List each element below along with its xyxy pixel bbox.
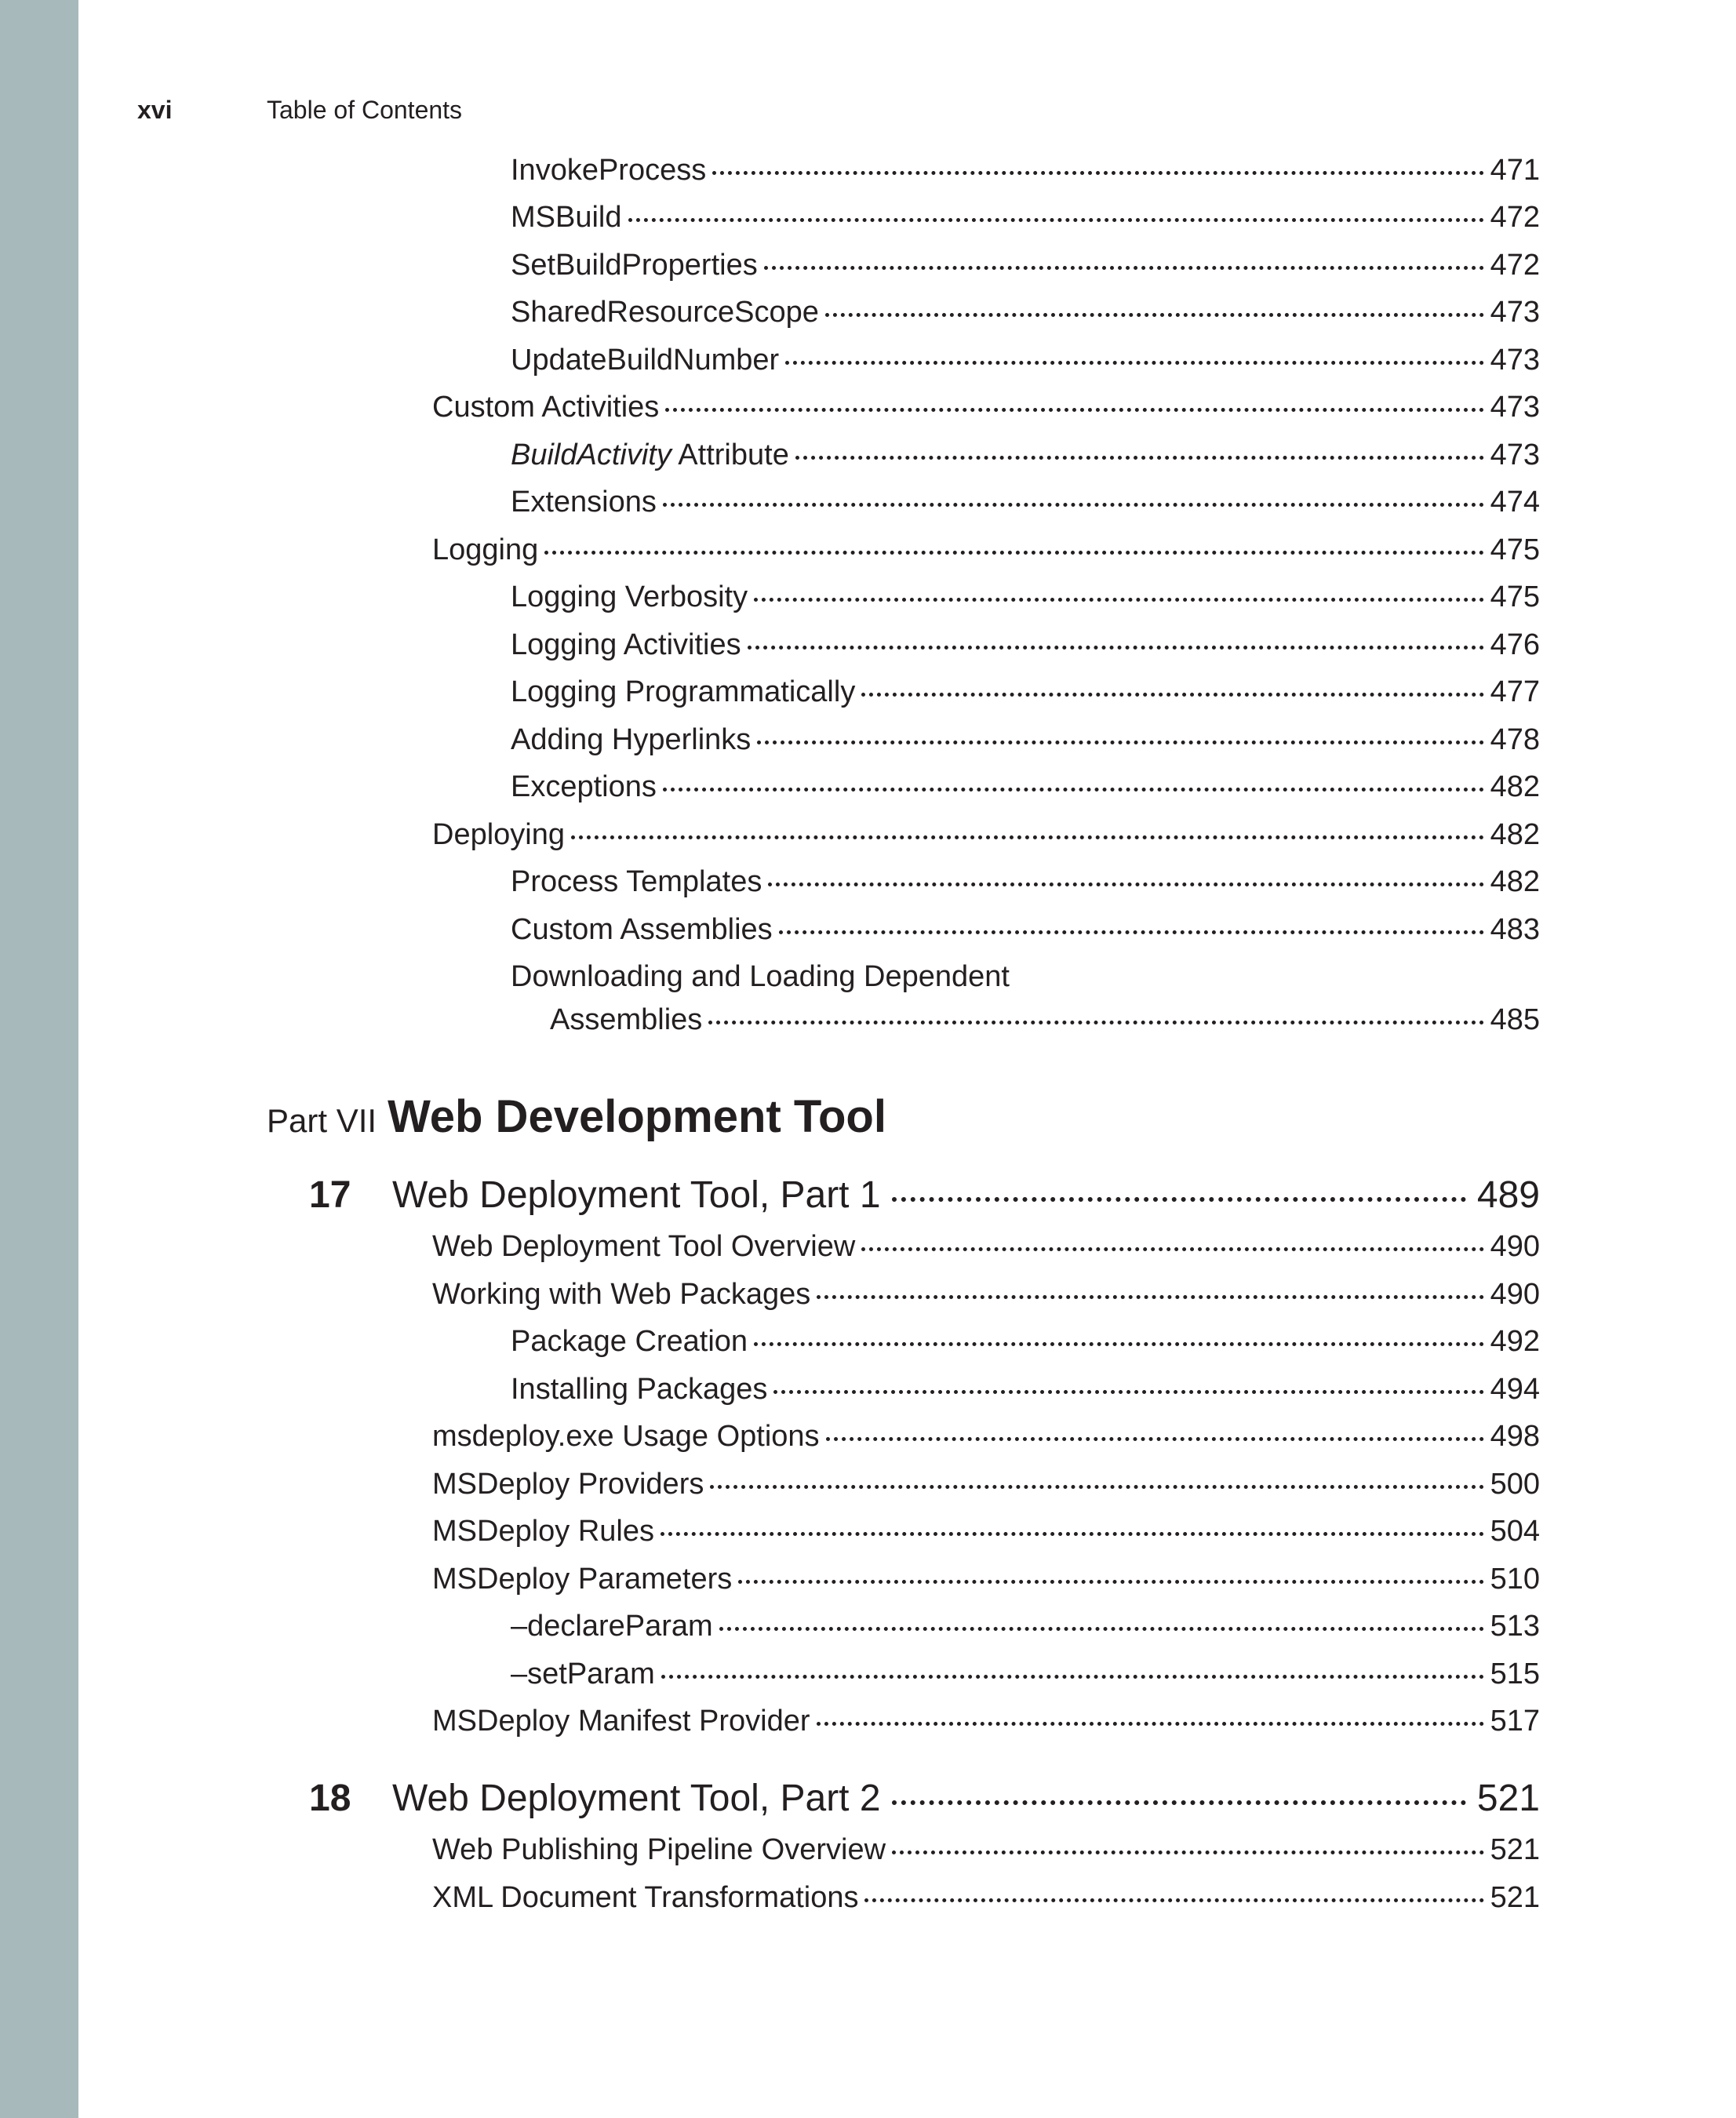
toc-page-number: 472 xyxy=(1490,201,1540,234)
dot-leader xyxy=(768,883,1483,886)
toc-entry-label: –declareParam xyxy=(511,1610,713,1643)
dot-leader xyxy=(663,503,1484,507)
dot-leader xyxy=(826,1437,1484,1441)
toc-entry[interactable] xyxy=(511,626,1540,664)
toc-page-number: 473 xyxy=(1490,296,1540,329)
dot-leader xyxy=(864,1898,1483,1902)
toc-page-number: 521 xyxy=(1490,1833,1540,1866)
dot-leader xyxy=(710,1485,1483,1489)
toc-entry-label: MSDeploy Rules xyxy=(432,1515,654,1548)
side-color-bar xyxy=(0,0,78,2118)
toc-entry-label: MSDeploy Manifest Provider xyxy=(432,1705,810,1738)
toc-entry-label: Installing Packages xyxy=(511,1373,768,1406)
toc-page-number: 490 xyxy=(1490,1278,1540,1311)
toc-page-number: 521 xyxy=(1490,1881,1540,1914)
toc-entry[interactable] xyxy=(511,673,1540,711)
toc-entry-label-rest: Attribute xyxy=(671,439,789,471)
toc-entry-label: Adding Hyperlinks xyxy=(511,723,752,756)
toc-page-number: 471 xyxy=(1490,154,1540,187)
toc-entry[interactable] xyxy=(432,531,1540,569)
toc-entry-label: Logging Activities xyxy=(511,628,741,661)
dot-leader xyxy=(719,1627,1484,1631)
toc-entry-label: SharedResourceScope xyxy=(511,296,819,329)
toc-entry-label: SetBuildProperties xyxy=(511,249,758,282)
toc-entry-label: Web Deployment Tool Overview xyxy=(432,1230,856,1263)
toc-page-number: 494 xyxy=(1490,1373,1540,1406)
toc-entry-label: Process Templates xyxy=(511,865,762,898)
dot-leader xyxy=(748,646,1484,650)
toc-entry-label: MSDeploy Parameters xyxy=(432,1563,733,1596)
chapter-title: Web Deployment Tool, Part 1 xyxy=(392,1174,881,1216)
dot-leader xyxy=(757,741,1483,744)
toc-entry[interactable] xyxy=(511,341,1540,379)
toc-page-number: 475 xyxy=(1490,580,1540,613)
toc-page-number: 500 xyxy=(1490,1468,1540,1501)
dot-leader xyxy=(661,1675,1484,1679)
toc-entry-label: InvokeProcess xyxy=(511,154,707,187)
dot-leader xyxy=(663,788,1484,792)
toc-entry[interactable] xyxy=(432,1228,1540,1265)
toc-page-number: 483 xyxy=(1490,913,1540,946)
toc-page-number: 490 xyxy=(1490,1230,1540,1263)
toc-entry-label-line1[interactable]: Downloading and Loading Dependent xyxy=(511,960,1010,993)
dot-leader xyxy=(738,1580,1483,1584)
dot-leader xyxy=(712,171,1483,175)
toc-entry-label: Deploying xyxy=(432,818,565,851)
dot-leader xyxy=(544,551,1483,555)
toc-page-number: 473 xyxy=(1490,439,1540,471)
toc-page-number: 482 xyxy=(1490,865,1540,898)
dot-leader xyxy=(817,1722,1484,1726)
toc-page-number: 517 xyxy=(1490,1705,1540,1738)
toc-entry-label: UpdateBuildNumber xyxy=(511,344,780,377)
toc-entry[interactable] xyxy=(511,721,1540,759)
toc-entry[interactable] xyxy=(432,1879,1540,1916)
dot-leader xyxy=(773,1390,1483,1394)
toc-entry-label: Web Publishing Pipeline Overview xyxy=(432,1833,886,1866)
toc-page-number: 482 xyxy=(1490,770,1540,803)
chapter-page-number: 489 xyxy=(1476,1174,1540,1216)
toc-page-number: 482 xyxy=(1490,818,1540,851)
toc-page-number: 474 xyxy=(1490,486,1540,519)
dot-leader xyxy=(892,1197,1466,1202)
toc-entry[interactable] xyxy=(511,1607,1540,1645)
toc-entry[interactable] xyxy=(511,768,1540,806)
part-title: Web Development Tool xyxy=(388,1091,886,1142)
toc-page-number: 504 xyxy=(1490,1515,1540,1548)
toc-entry-label: msdeploy.exe Usage Options xyxy=(432,1420,820,1453)
toc-entry[interactable] xyxy=(550,1001,1540,1039)
chapter-page-number: 521 xyxy=(1476,1778,1540,1819)
toc-entry[interactable] xyxy=(511,911,1540,948)
toc-entry-label: MSDeploy Providers xyxy=(432,1468,704,1501)
toc-entry[interactable] xyxy=(511,151,1540,189)
toc-entry[interactable] xyxy=(511,1655,1540,1693)
dot-leader xyxy=(892,1800,1466,1805)
toc-page-number: 472 xyxy=(1490,249,1540,282)
toc-entry[interactable] xyxy=(511,436,1540,474)
toc-entry-label: Logging xyxy=(432,533,539,566)
toc-entry-label: XML Document Transformations xyxy=(432,1881,859,1914)
toc-page-number: 485 xyxy=(1490,1003,1540,1036)
toc-entry-label: MSBuild xyxy=(511,201,622,234)
toc-page-number: 515 xyxy=(1490,1658,1540,1690)
toc-page-number: 513 xyxy=(1490,1610,1540,1643)
toc-page-number: 473 xyxy=(1490,391,1540,424)
toc-page-number: 475 xyxy=(1490,533,1540,566)
dot-leader xyxy=(825,313,1484,317)
toc-entry[interactable] xyxy=(511,246,1540,284)
dot-leader xyxy=(764,266,1484,270)
dot-leader xyxy=(628,218,1484,222)
dot-leader xyxy=(661,1532,1484,1536)
dot-leader xyxy=(754,1342,1484,1346)
dot-leader xyxy=(754,598,1483,602)
chapter-title: Web Deployment Tool, Part 2 xyxy=(392,1778,881,1819)
toc-entry-label: Exceptions xyxy=(511,770,657,803)
toc-entry[interactable] xyxy=(511,1323,1540,1360)
toc-entry-label: Extensions xyxy=(511,486,657,519)
toc-page-number: 473 xyxy=(1490,344,1540,377)
chapter-entry[interactable] xyxy=(309,1774,1540,1823)
toc-entry-label: Working with Web Packages xyxy=(432,1278,811,1311)
toc-page-number: 498 xyxy=(1490,1420,1540,1453)
toc-entry-label: Logging Verbosity xyxy=(511,580,748,613)
toc-entry[interactable] xyxy=(432,1276,1540,1313)
toc-entry[interactable] xyxy=(511,293,1540,331)
toc-entry[interactable] xyxy=(432,1831,1540,1869)
toc-entry[interactable] xyxy=(511,1370,1540,1408)
toc-entry-label-line2: Assemblies xyxy=(550,1003,703,1036)
dot-leader xyxy=(571,835,1484,839)
toc-page-number: 492 xyxy=(1490,1325,1540,1358)
part-label: Part VII xyxy=(267,1102,377,1139)
toc-page-number: 478 xyxy=(1490,723,1540,756)
dot-leader xyxy=(795,456,1484,460)
toc-entry[interactable] xyxy=(432,388,1540,426)
toc-entry[interactable] xyxy=(511,198,1540,236)
toc-entry-label: –setParam xyxy=(511,1658,655,1690)
toc-entry-label-italic: BuildActivity xyxy=(511,439,671,471)
toc-entry[interactable] xyxy=(511,578,1540,616)
running-header-title: Table of Contents xyxy=(267,95,463,124)
dot-leader xyxy=(785,361,1483,365)
toc-entry-label: Package Creation xyxy=(511,1325,748,1358)
dot-leader xyxy=(708,1021,1483,1024)
toc-entry[interactable] xyxy=(432,1702,1540,1740)
toc-entry-label: Logging Programmatically xyxy=(511,675,856,708)
toc-page-number: 510 xyxy=(1490,1563,1540,1596)
dot-leader xyxy=(861,693,1483,697)
toc-entry[interactable] xyxy=(432,1512,1540,1550)
toc-entry[interactable] xyxy=(432,1465,1540,1503)
page-number: xvi xyxy=(137,95,173,124)
dot-leader xyxy=(779,930,1484,934)
chapter-number: 17 xyxy=(309,1174,351,1216)
toc-entry[interactable] xyxy=(432,1417,1540,1455)
dot-leader xyxy=(892,1851,1484,1854)
toc-entry-label: Custom Assemblies xyxy=(511,913,773,946)
toc-entry[interactable] xyxy=(511,863,1540,901)
dot-leader xyxy=(817,1295,1483,1299)
dot-leader xyxy=(861,1247,1483,1251)
toc-page-number: 476 xyxy=(1490,628,1540,661)
toc-entry[interactable] xyxy=(432,1560,1540,1598)
toc-page-number: 477 xyxy=(1490,675,1540,708)
chapter-number: 18 xyxy=(309,1778,351,1819)
running-header xyxy=(137,93,462,127)
toc-entry-label: Custom Activities xyxy=(432,391,660,424)
dot-leader xyxy=(665,408,1483,412)
chapter-entry[interactable] xyxy=(309,1171,1540,1220)
toc-entry[interactable] xyxy=(511,483,1540,521)
toc-entry[interactable] xyxy=(432,816,1540,853)
toc-entry-label xyxy=(511,436,789,474)
part-heading xyxy=(267,1090,886,1145)
